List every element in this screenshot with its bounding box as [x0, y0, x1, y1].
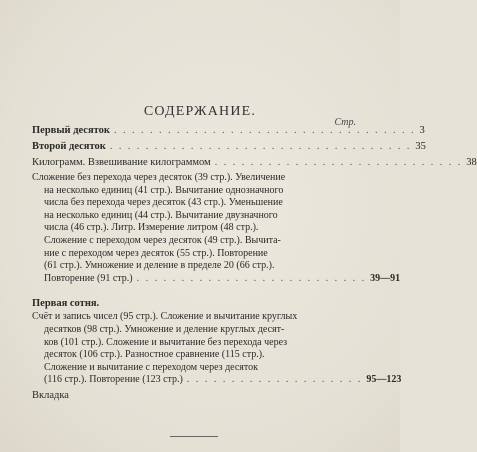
toc-entry-page: 38: [466, 157, 477, 168]
toc-text-line: числа (46 стр.). Литр. Измерение литром (48 стр.).: [44, 222, 259, 234]
toc-text-line: Счёт и запись чисел (95 стр.). Сложение и вычитание круглых: [32, 311, 298, 323]
toc-entry-page: 39—91: [370, 272, 401, 284]
dot-leader: . . . . . . . . . . . . . . . . . . . . . . . . . . . . . . . . . .: [109, 141, 412, 152]
toc-entry-page: 95—123: [366, 374, 402, 386]
divider-rule: [170, 436, 218, 437]
toc-entry: [32, 156, 477, 170]
toc-entry-page: 35: [415, 141, 426, 152]
toc-text-line: десяток (106 стр.). Разностное сравнение (115 стр.).: [44, 349, 265, 361]
toc-text-line: числа без перехода через десяток (43 стр.). Уменьшение: [44, 197, 283, 209]
toc-text-line: на несколько единиц (44 стр.). Вычитание двузначного: [44, 209, 278, 221]
dot-leader: . . . . . . . . . . . . . . . . . . . .: [186, 374, 363, 386]
toc-text-line-last: [32, 374, 402, 387]
toc-paragraph-first-hundred: [32, 311, 402, 387]
toc-text-line: на несколько единиц (41 стр.). Вычитание однозначного: [44, 184, 284, 196]
toc-text: (116 стр.). Повторение (123 стр.): [44, 374, 183, 386]
toc-entry-page: 3: [419, 125, 425, 136]
toc-entry: [32, 124, 425, 138]
toc-text-line: ние с переходом через десяток (55 стр.). Повторение: [44, 247, 268, 259]
page-column-header: Стр.: [334, 117, 356, 128]
page-title: СОДЕРЖАНИЕ.: [143, 104, 257, 119]
toc-text-line-last: [32, 272, 401, 286]
toc-entry-label: Второй десяток: [32, 141, 106, 152]
dot-leader: . . . . . . . . . . . . . . . . . . . . . . . . . .: [136, 272, 367, 284]
toc-entry-label: Вкладка: [32, 389, 69, 401]
toc-text: Повторение (91 стр.): [44, 272, 133, 284]
toc-text-line: (61 стр.). Умножение и деление в пределе 20 (66 стр.).: [44, 260, 275, 272]
toc-text-line: ков (101 стр.). Сложение и вычитание без перехода через: [44, 336, 288, 348]
toc-entry: [32, 389, 360, 403]
toc-entry-label: Первый десяток: [32, 125, 110, 136]
toc-entry: [32, 140, 426, 154]
toc-text-line: Сложение с переходом через десяток (49 стр.). Вычита-: [44, 234, 281, 246]
toc-text-line: Сложение и вычитание с переходом через десяток: [44, 361, 258, 373]
toc-paragraph-second-ten: [32, 172, 401, 285]
toc-entry-label: Килограмм. Взвешивание килограммом: [32, 157, 211, 168]
dot-leader: . . . . . . . . . . . . . . . . . . . . . . . . . . . . . . . . . .: [113, 125, 416, 136]
toc-text-line: десятков (98 стр.). Умножение и деление круглых десят-: [44, 323, 285, 335]
table-of-contents: [32, 124, 477, 405]
dot-leader: . . . . . . . . . . . . . . . . . . . . . . . . . . . .: [214, 157, 463, 168]
section-heading: Первая сотня.: [32, 298, 100, 310]
toc-text-line: Сложение без перехода через десяток (39 стр.). Увеличение: [32, 172, 286, 183]
